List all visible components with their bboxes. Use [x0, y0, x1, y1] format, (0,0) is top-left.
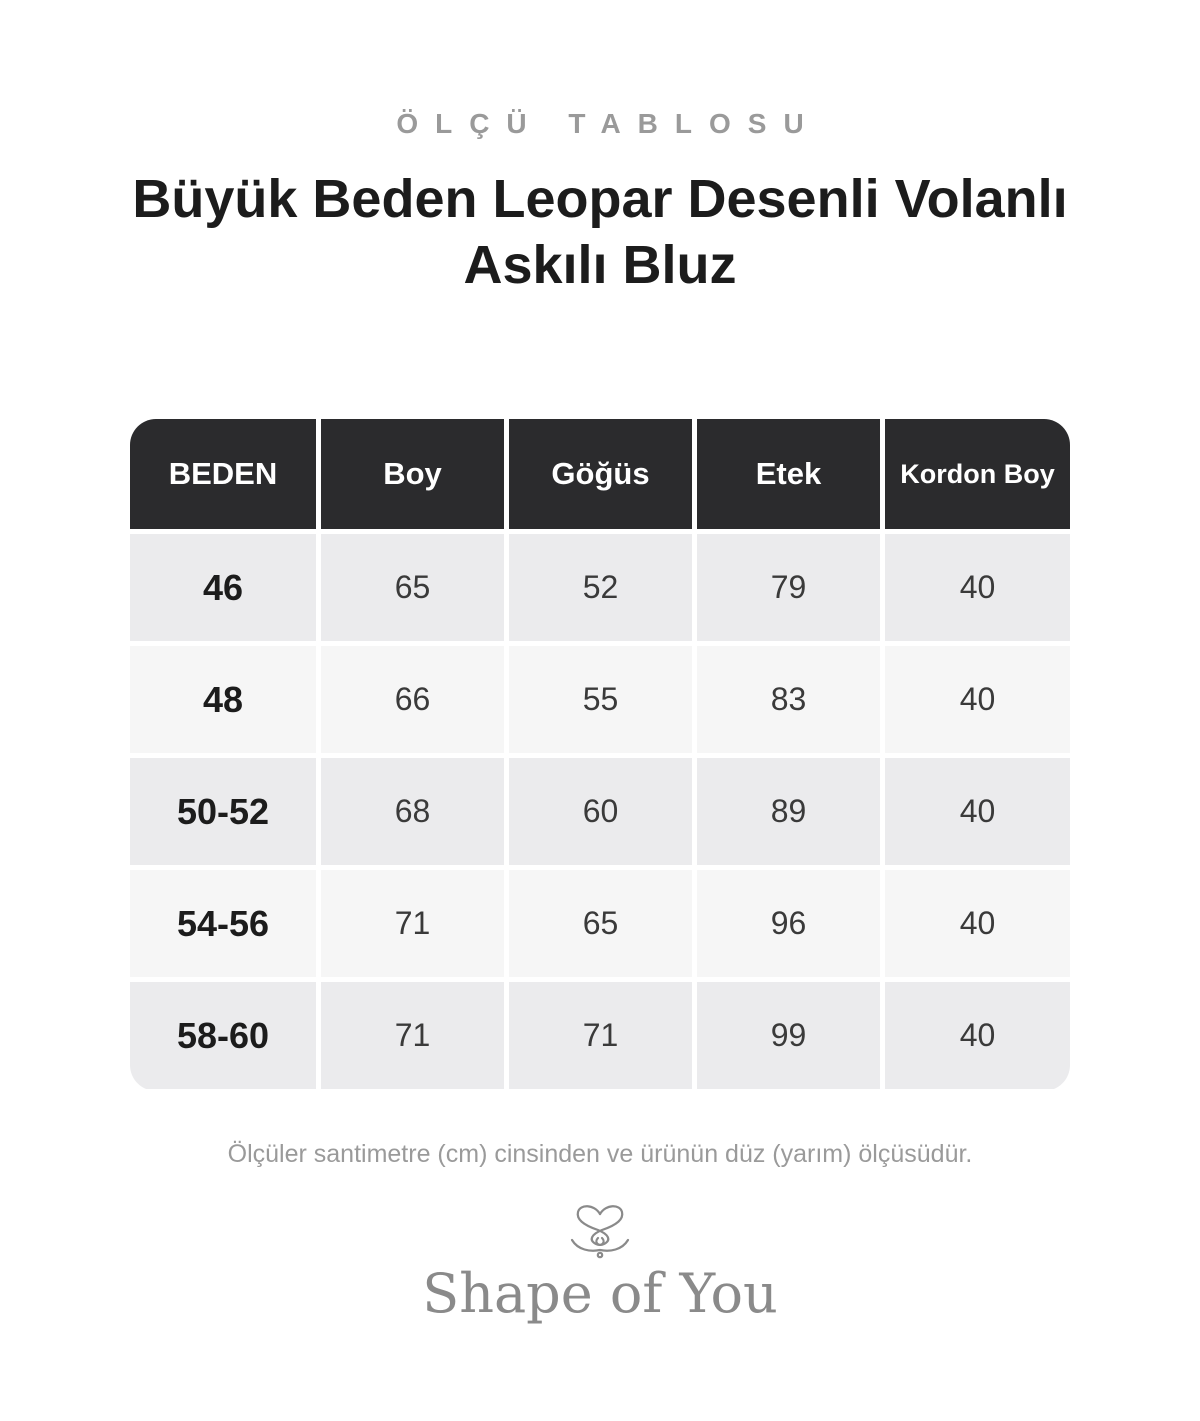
size-table: [130, 419, 1070, 1091]
table-cell: 71: [321, 870, 504, 977]
table-cell: 83: [697, 646, 880, 753]
product-title-line-2: Askılı Bluz: [463, 235, 737, 295]
measurement-note: Ölçüler santimetre (cm) cinsinden ve ürünün düz (yarım) ölçüsüdür.: [227, 1140, 973, 1168]
product-title: [100, 166, 1100, 298]
table-cell-size: 50-52: [130, 758, 316, 865]
table-cell: 99: [697, 982, 880, 1089]
column-header-boy: Boy: [321, 419, 504, 529]
table-cell-size: 46: [130, 534, 316, 641]
table-cell: 71: [509, 982, 692, 1089]
product-title-line-1: Büyük Beden Leopar Desenli Volanlı: [132, 169, 1068, 229]
table-cell-size: 54-56: [130, 870, 316, 977]
column-header-etek: Etek: [697, 419, 880, 529]
table-cell: 66: [321, 646, 504, 753]
table-cell: 89: [697, 758, 880, 865]
table-cell: 40: [885, 646, 1070, 753]
section-overline: ÖLÇÜ TABLOSU: [396, 108, 821, 139]
table-cell: 68: [321, 758, 504, 865]
table-cell: 65: [321, 534, 504, 641]
table-cell: 65: [509, 870, 692, 977]
table-cell: 40: [885, 982, 1070, 1089]
table-cell: 40: [885, 870, 1070, 977]
table-cell-size: 58-60: [130, 982, 316, 1089]
table-cell: 79: [697, 534, 880, 641]
column-header-beden: BEDEN: [130, 419, 316, 529]
column-header-kordon-boy: Kordon Boy: [885, 419, 1070, 529]
table-cell: 55: [509, 646, 692, 753]
table-cell-size: 48: [130, 646, 316, 753]
heart-swirl-logo-icon: [568, 1200, 632, 1260]
table-cell: 52: [509, 534, 692, 641]
table-cell: 40: [885, 534, 1070, 641]
brand-logo-text: Shape of You: [422, 1262, 778, 1325]
column-header-gogus: Göğüs: [509, 419, 692, 529]
table-cell: 96: [697, 870, 880, 977]
table-cell: 60: [509, 758, 692, 865]
table-cell: 71: [321, 982, 504, 1089]
table-cell: 40: [885, 758, 1070, 865]
